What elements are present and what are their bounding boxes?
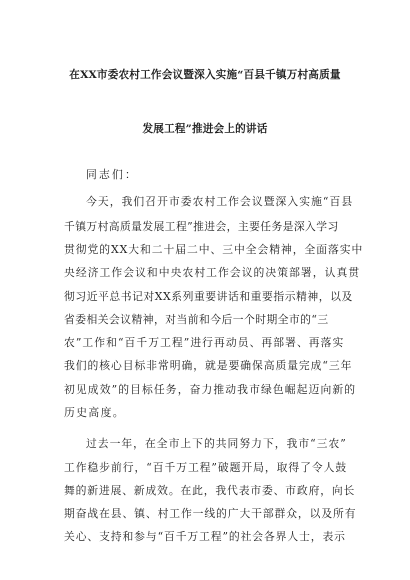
body-line: 初见成效”的目标任务，奋力推动我市绿色崛起迈向新的 [64, 383, 357, 396]
body-line: 农”工作和“百千万工程”进行再动员、再部署、再落实 [64, 336, 345, 349]
body-line: 千镇万村高质量发展工程”推进会，主要任务是深入学习 [64, 220, 339, 233]
body-line: 过去一年，在全市上下的共同努力下，我市“三农” [86, 437, 347, 450]
body-line: 省委相关会议精神，对当前和今后一个时期全市的“三 [64, 313, 329, 326]
body-line: 历史高度。 [64, 406, 125, 419]
salutation: 同志们： [86, 168, 138, 181]
body-line: 舞的新进展、新成效。在此，我代表市委、市政府，向长 [64, 484, 356, 497]
document-title-line-2: 发展工程”推进会上的讲话 [142, 123, 268, 135]
document-title-line-1: 在XX市委农村工作会议暨深入实施“百县千镇万村高质量 [69, 69, 341, 81]
body-line: 关心、支持和参与“百千万工程”的社会各界人士，表示 [64, 530, 346, 543]
body-line: 工作稳步前行，“百千万工程”破题开局，取得了令人鼓 [64, 461, 348, 474]
body-line: 彻习近平总书记对XX系列重要讲话和重要指示精神，以及 [64, 290, 353, 303]
body-line: 贯彻党的XX大和二十届二中、三中全会精神，全面落实中 [64, 243, 364, 256]
body-line: 央经济工作会议和中央农村工作会议的决策部署，认真贯 [64, 266, 361, 279]
body-line: 我们的核心目标非常明确，就是要确保高质量完成“三年 [64, 359, 353, 372]
body-line: 今天，我们召开市委农村工作会议暨深入实施“百县 [86, 195, 354, 208]
body-line: 期奋战在县、镇、村工作一线的广大干部群众，以及所有 [64, 507, 357, 520]
